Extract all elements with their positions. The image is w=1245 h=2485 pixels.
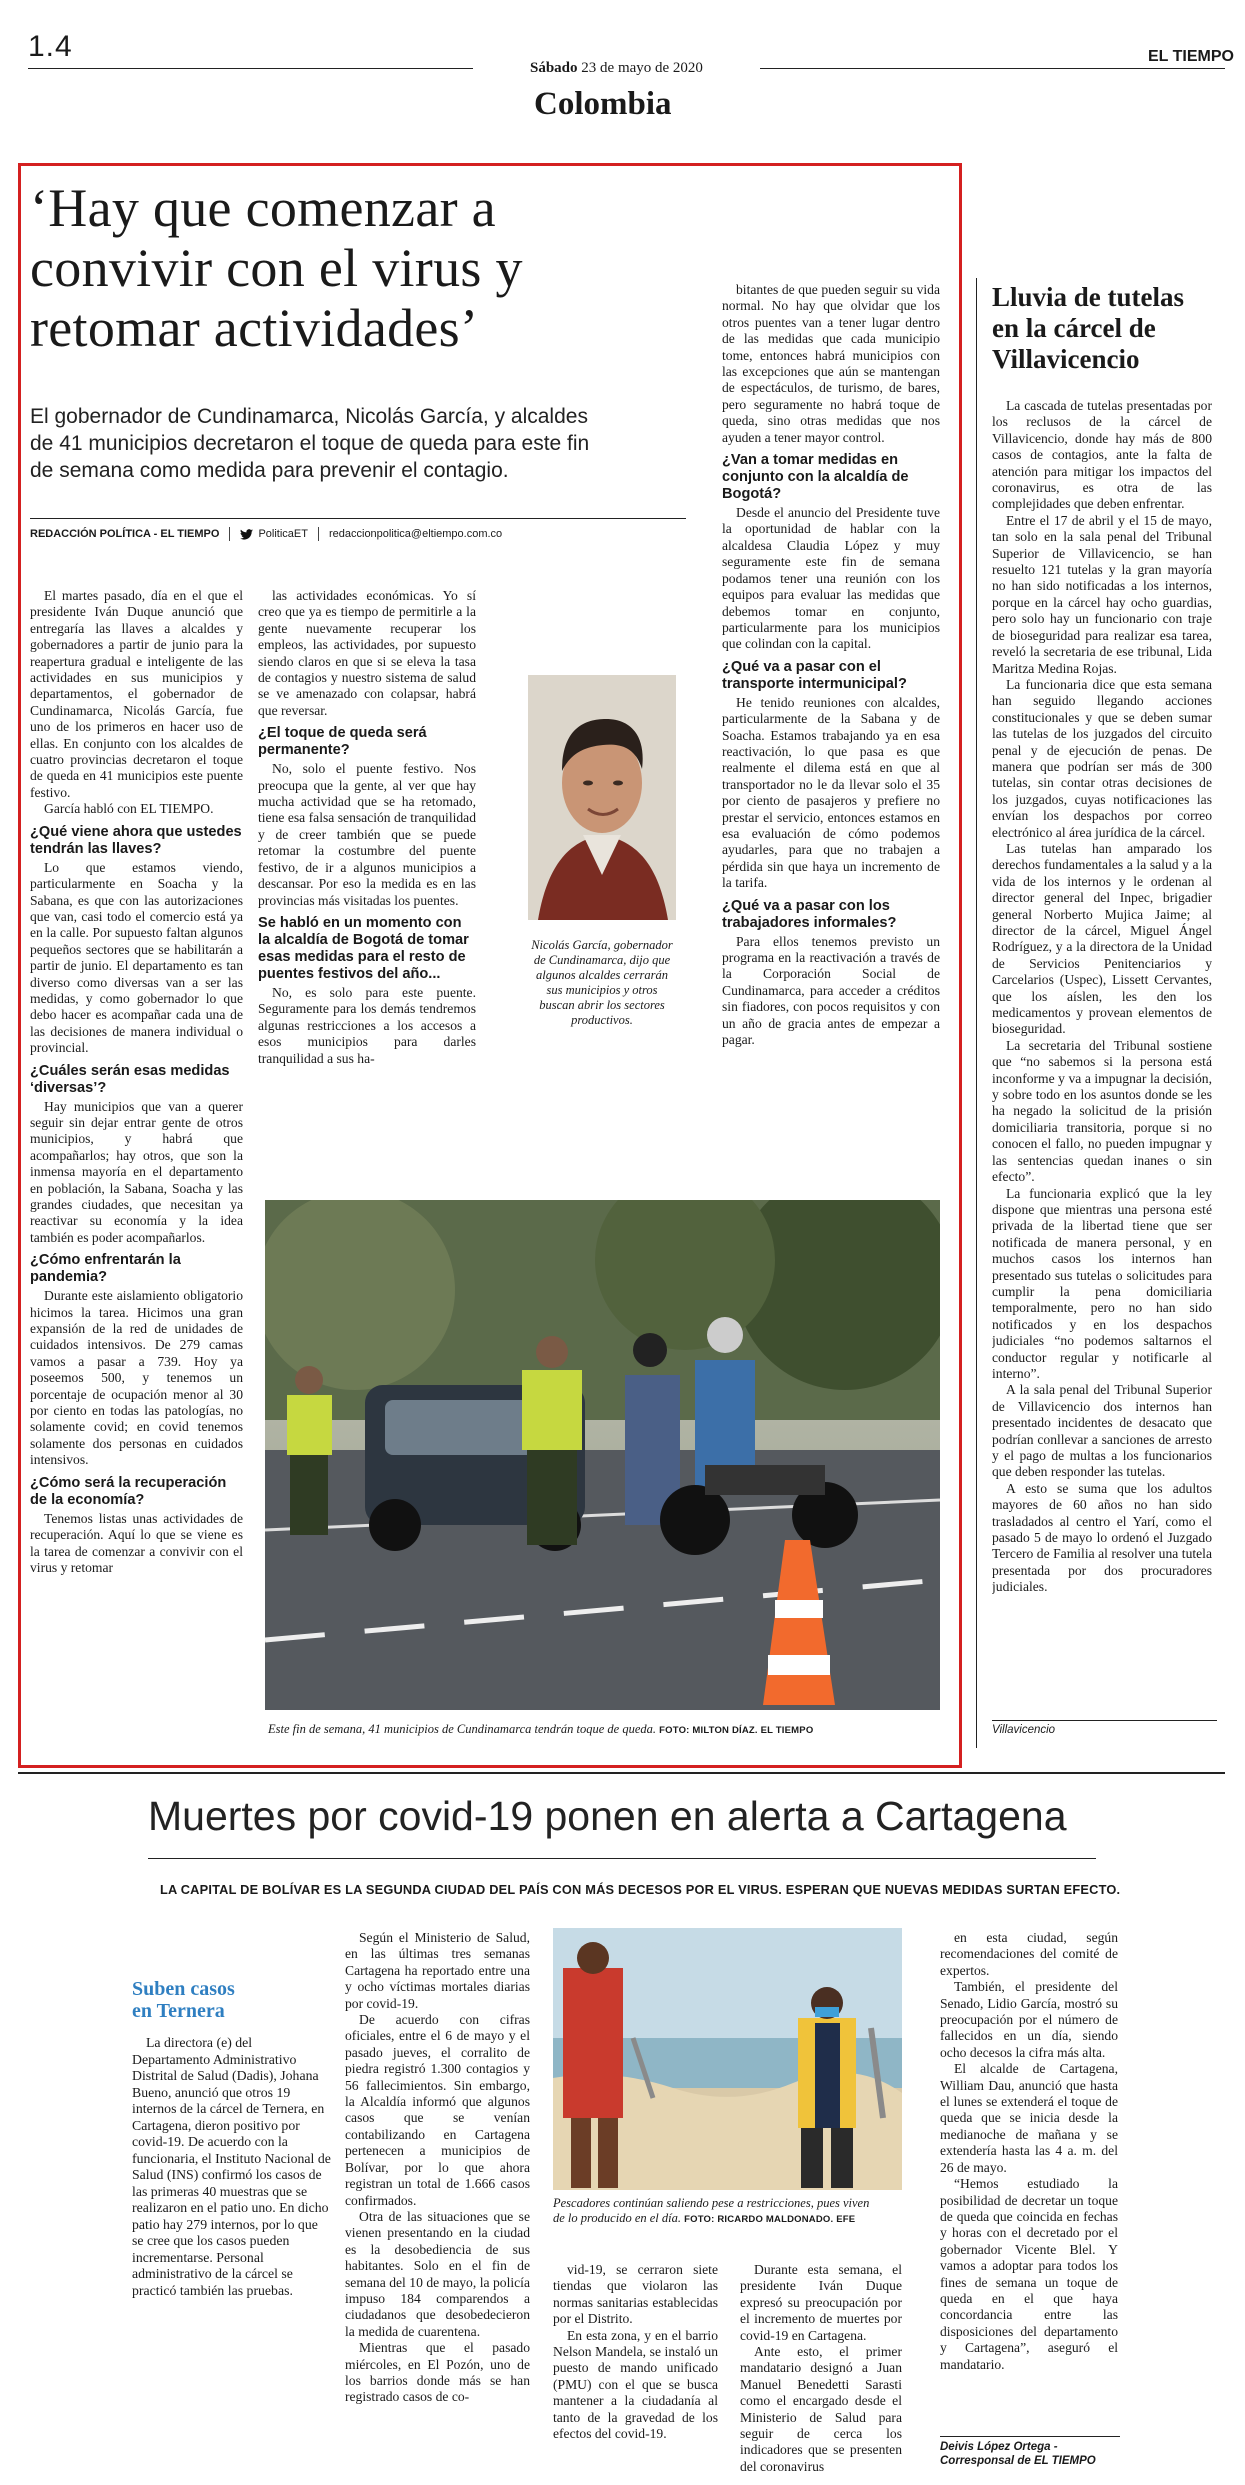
- byline-rule-top: [30, 518, 686, 519]
- bottom-signature-line2: Corresponsal de EL TIEMPO: [940, 2455, 1096, 2467]
- paragraph: García habló con EL TIEMPO.: [44, 801, 214, 817]
- bottom-column-3: [740, 2262, 902, 2475]
- main-deck-line3: de semana como medida para prevenir el contagio.: [30, 459, 509, 482]
- subhead: ¿El toque de queda será permanente?: [258, 725, 427, 759]
- paragraph: También, el presidente del Senado, Lidio García, mostró su preocupación por el número de fallecidos en un día, siendo ocho decesos la cifra más alta.: [940, 1979, 1118, 2060]
- paragraph: Hay municipios que van a querer seguir sin dejar entrar gente de otros municipios, y habrá que acompañarlos; hay otros, que son la inmensa mayoría en el departamento en población, la Sabana, Soacha y las grandes ciudades, que necesitan ya reactivar su economía y la idea también es poder acompañarlos.: [30, 1098, 243, 1245]
- paragraph: A la sala penal del Tribunal Superior de Villavicencio dos internos han presentado incidentes de desacato que podrían conllevar a sanciones de arresto y el pago de multas a los funcionarios que deben responder las tutelas.: [992, 1382, 1212, 1480]
- masthead: EL TIEMPO: [1148, 48, 1234, 65]
- paragraph: El alcalde de Cartagena, William Dau, anunció que hasta el lunes se extenderá el toque de queda que se inicia desde la medianoche de mañana y se extendería hasta las 4 a. m. del 26 de mayo.: [940, 2061, 1118, 2175]
- fishermen-caption-text: Pescadores continúan saliendo pese a restricciones, pues viven de lo producido en el día.: [553, 2196, 870, 2225]
- paragraph: La secretaria del Tribunal sostiene que “no sabemos si la persona está inconforme y va a impugnar la decisión, y sobre todo en los asuntos donde se les ha negado la solicitud de la prisión domiciliaria transitoria, porque si no conocen el fallo, no pueden impugnar y las sentencias quedan inanes o sin efecto”.: [992, 1037, 1212, 1185]
- main-deck-line2: de 41 municipios decretaron el toque de queda para este fin: [30, 432, 590, 455]
- header-rule-left: [28, 68, 473, 69]
- paragraph: De acuerdo con cifras oficiales, entre el 6 de mayo y el pasado jueves, el corralito de piedra registró 1.300 contagios y 56 fallecimientos. Sin embargo, la Alcaldía informó que algunos casos que se venían contabilizando en Cartagena pertenecen a municipios de Bolívar, por lo que ahora registran un total de 1.666 casos confirmados.: [345, 2012, 530, 2208]
- paragraph: “Hemos estudiado la posibilidad de decretar un toque de queda que coincida en fechas y horas con el decretado por el gobernador Vicente Blel. Y vamos a adoptar para todos los fines de semana un toque de queda en el que haya concordancia entre las disposiciones del departamento y Cartagena”, aseguró el mandatario.: [940, 2176, 1118, 2372]
- paragraph: Las tutelas han amparado los derechos fundamentales a la salud y a la vida de los internos y le ordenan al director general del Inpec, brigadier general Norberto Mujica Jaime; al director de la cárcel, Miguel Ángel Rodríguez, y a la directora de la Unidad de Servicios Penitenciarios y Carcelarios (Uspec), Lissett Cervantes, que los aíslen, les den los medicamentos y provean elementos de bioseguridad.: [992, 840, 1212, 1037]
- bottom-signature-line1: Deivis López Ortega -: [940, 2441, 1058, 2453]
- paragraph: El martes pasado, día en el que el presidente Iván Duque anunció que entregaría las llaves a alcaldes y gobernadores a partir de junio para la reapertura gradual e inteligente de las actividades en sus municipios y departamentos, el gobernador de Cundinamarca, Nicolás García, fue uno de los primeros en hacer uso de ellas. En conjunto con los alcaldes de cuatro provincias decretaron el toque de queda en 41 municipios este puente festivo.: [30, 588, 243, 800]
- main-column-3: [722, 282, 940, 1187]
- box-title: [132, 1978, 235, 2022]
- portrait-caption: Nicolás García, gobernador de Cundinamarca, dijo que algunos alcaldes cerrarán sus municipios y otros buscan abrir los sectores productivos.: [531, 938, 673, 1027]
- main-headline-line2: convivir con el virus y: [30, 238, 523, 298]
- paragraph: Desde el anuncio del Presidente tuve la oportunidad de hablar con la alcaldesa Claudia López y muy seguramente este fin de semana podamos tener una reunión con los equipos para evaluar las medidas que debemos tomar en conjunto, particularmente para los municipios que colindan con la capital.: [722, 505, 940, 652]
- bottom-headline: Muertes por covid-19 ponen en alerta a Cartagena: [148, 1793, 1067, 1839]
- page-number: 1.4: [28, 30, 73, 63]
- bottom-headline-rule: [148, 1858, 1096, 1859]
- paragraph: No, es solo para este puente. Seguramente para los demás tendremos algunas restricciones a los accesos a esos municipios para darles tranquilidad a sus ha-: [258, 984, 476, 1066]
- paragraph: Para ellos tenemos previsto un programa en la reactivación a través de la Corporación Social de Cundinamarca, para acceder a créditos sin fiadores, con pocos requisitos y con un año de gracia antes de empezar a pagar.: [722, 933, 940, 1048]
- sidebar-vertical-rule: [976, 278, 977, 1748]
- paragraph: Mientras que el pasado miércoles, en El Pozón, uno de los barrios donde más se han registrado casos de co-: [345, 2340, 530, 2405]
- main-deck-line1: El gobernador de Cundinamarca, Nicolás García, y alcaldes: [30, 405, 588, 428]
- checkpoint-photo: [265, 1200, 940, 1710]
- sidebar-column: [992, 398, 1212, 1718]
- portrait-illustration: [528, 675, 676, 920]
- subhead: ¿Van a tomar medidas en conjunto con la alcaldía de Bogotá?: [722, 452, 909, 503]
- paragraph: Ante esto, el primer mandatario designó a Juan Manuel Benedetti Sarasti como el encargado desde el Ministerio de Salud para seguir de cerca los indicadores que se presenten del coronavirus: [740, 2344, 902, 2474]
- checkpoint-caption-text: Este fin de semana, 41 municipios de Cundinamarca tendrán toque de queda.: [268, 1722, 657, 1736]
- section-separator: [18, 1772, 1225, 1774]
- subhead: ¿Cuáles serán esas medidas ‘diversas’?: [30, 1062, 230, 1096]
- byline-divider: [318, 527, 319, 541]
- sidebar-headline-line2: en la cárcel de: [992, 313, 1156, 343]
- fishermen-caption: [553, 2196, 883, 2227]
- checkpoint-credit: FOTO: MILTON DÍAZ. EL TIEMPO: [659, 1725, 814, 1736]
- header-day: Sábado: [530, 60, 578, 76]
- paragraph: las actividades económicas. Yo sí creo que ya es tiempo de permitirle a la gente nuevamente recuperar los empleos, las actividades, por supuesto siendo claros en que si se eleva la tasa de contagios y nuestro sistema de salud se ve amenazado con colapsar, habrá que reversar.: [258, 588, 476, 718]
- checkpoint-illustration: [265, 1200, 940, 1710]
- main-deck: [30, 403, 589, 484]
- header-rule-right: [760, 68, 1225, 69]
- paragraph: vid-19, se cerraron siete tiendas que violaron las normas sanitarias establecidas por el Distrito.: [553, 2262, 718, 2327]
- subhead: ¿Qué viene ahora que ustedes tendrán las llaves?: [30, 823, 242, 857]
- main-headline: [30, 178, 523, 358]
- bottom-signature: [940, 2440, 1096, 2468]
- byline: [30, 527, 502, 541]
- paragraph: No, solo el puente festivo. Nos preocupa que la gente, al ver que hay mucha actividad que se ha retomado, tiene esa falsa sensación de tranquilidad y de creer también que se puede retomar la costumbre del puente festivo, de ir a algunos municipios a descansar. Por eso la medida es en las provincias más visitadas los puentes.: [258, 761, 476, 908]
- paragraph: en esta ciudad, según recomendaciones del comité de expertos.: [940, 1930, 1118, 1978]
- main-column-1: [30, 588, 243, 1718]
- sidebar-signature-rule: [992, 1720, 1217, 1721]
- paragraph: bitantes de que pueden seguir su vida normal. No hay que olvidar que los otros puentes van a tener lugar dentro de las medidas que cada municipio tome, entonces habrá municipios con las excepciones que aún se mantengan de espectáculos, de turismo, de bares, pero seguramente no habrá toque de queda, sino otras medidas que nos ayuden a tener mayor control.: [722, 282, 940, 445]
- main-column-2: [258, 588, 476, 1188]
- sidebar-signature: Villavicencio: [992, 1724, 1056, 1736]
- header-date: 23 de mayo de 2020: [581, 60, 703, 76]
- portrait-photo: [528, 675, 676, 920]
- header-dateline: [530, 60, 703, 77]
- section-title: Colombia: [534, 86, 672, 122]
- subhead: ¿Qué va a pasar con el transporte intermunicipal?: [722, 658, 907, 692]
- paragraph: Durante esta semana, el presidente Iván Duque expresó su preocupación por el incremento de muertes por covid-19 en Cartagena.: [740, 2262, 902, 2343]
- subhead: ¿Cómo enfrentarán la pandemia?: [30, 1252, 181, 1286]
- box-title-line2: en Ternera: [132, 2000, 225, 2022]
- byline-twitter[interactable]: PoliticaET: [258, 528, 308, 540]
- bottom-column-4: [940, 1930, 1118, 2430]
- byline-divider: [229, 527, 230, 541]
- bottom-column-2: [553, 2262, 718, 2475]
- subhead: ¿Cómo será la recuperación de la economía?: [30, 1474, 227, 1508]
- paragraph: La cascada de tutelas presentadas por los reclusos de la cárcel de Villavicencio, donde hay más de 800 casos de contagios, ante la falta de atención para mitigar los impactos del coronavirus, es otra de las complejidades que deben enfrentar.: [992, 398, 1212, 512]
- twitter-icon: [240, 529, 253, 540]
- sidebar-headline-line3: Villavicencio: [992, 344, 1140, 374]
- subhead: Se habló en un momento con la alcaldía de Bogotá de tomar esas medidas para el resto de puentes festivos del año...: [258, 914, 469, 982]
- sidebar-headline: [992, 282, 1184, 375]
- subhead: ¿Qué va a pasar con los trabajadores informales?: [722, 897, 897, 931]
- paragraph: Tenemos listas unas actividades de recuperación. Aquí lo que se viene es la tarea de comenzar a convivir con el virus y retomar: [30, 1510, 243, 1575]
- fishermen-photo: [553, 1928, 902, 2190]
- byline-author: REDACCIÓN POLÍTICA - EL TIEMPO: [30, 528, 220, 540]
- bottom-signature-rule: [940, 2436, 1120, 2437]
- paragraph: En esta zona, y en el barrio Nelson Mandela, se instaló un puesto de mando unificado (PMU) con el que se busca mantener a la ciudadanía al tanto de la gravedad de los efectos del covid-19.: [553, 2327, 718, 2442]
- paragraph: La funcionaria dice que esta semana han seguido llegando acciones constitucionales y que se deben sumar las tutelas de los juzgados del circuito penal y de ejecución de penas. De manera que podrían ser más de 300 tutelas, sin contar otras decisiones de los juzgados, cuyas notificaciones las envían los despachos por correo electrónico al área jurídica de la cárcel.: [992, 676, 1212, 840]
- fishermen-credit: FOTO: RICARDO MALDONADO. EFE: [684, 2214, 856, 2225]
- main-headline-line1: ‘Hay que comenzar a: [30, 178, 496, 238]
- box-text: La directora (e) del Departamento Administrativo Distrital de Salud (Dadis), Johana Bueno, anunció que otros 19 internos de la cárcel de Ternera, en Cartagena, dieron positivo por covid-19. De acuerdo con la funcionaria, el Instituto Nacional de Salud (INS) confirmó los casos de las primeras 40 muestras que se realizaron en el patio uno. En dicho patio hay 279 internos, por lo que se cree que los casos pueden incrementarse. Personal administrativo de la cárcel se practicó también las pruebas.: [132, 2035, 331, 2298]
- sidebar-headline-line1: Lluvia de tutelas: [992, 282, 1185, 312]
- paragraph: Según el Ministerio de Salud, en las últimas tres semanas Cartagena ha reportado entre una y ocho víctimas mortales diarias por covid-19.: [345, 1930, 530, 2011]
- fishermen-illustration: [553, 1928, 902, 2190]
- paragraph: Lo que estamos viendo, particularmente en Soacha y la Sabana, es que con las autorizaciones que van, casi todo el comercio está ya en la calle. Por supuesto faltan algunos pequeños sectores que se habilitarán a partir de junio. El departamento es tan diverso como diversas van a ser las medidas, y como gobernador lo que debo hacer es acompañar cada una de las decisiones de manera individual o provincial.: [30, 859, 243, 1056]
- paragraph: Durante este aislamiento obligatorio hicimos la tarea. Hicimos una gran expansión de la red de unidades de cuidados intensivos. De 279 camas vamos a pasar a 739. Hoy ya poseemos 500, y tenemos un porcentaje de ocupación menor al 30 por ciento en todas las patologías, no solamente covid; en covid tenemos solamente dos personas en cuidados intensivos.: [30, 1288, 243, 1468]
- paragraph: He tenido reuniones con alcaldes, particularmente de la Sabana y de Soacha. Estamos trabajando ya en esa reactivación, lo que pasa es que realmente el dilema está en que al transportador no le da llevar solo el 35 por ciento de pasajeros y prefiere no prestar el servicio, entonces estamos en esa evaluación de cómo podemos ayudarles, para que no trabajen a pérdida sin que haya un incremento de la tarifa.: [722, 694, 940, 891]
- main-headline-line3: retomar actividades’: [30, 298, 479, 358]
- box-title-line1: Suben casos: [132, 1978, 235, 2000]
- paragraph: La funcionaria explicó que la ley dispone que mientras una persona esté privada de la libertad tiene que ser notificada de manera personal, y en muchos casos los internos han presentado sus tutelas o solicitudes para cumplir la pena domiciliaria temporalmente, pero no han sido notificados y en los despachos judiciales “no podemos saltarnos el conductor regular y notificarle al interno”.: [992, 1185, 1212, 1381]
- paragraph: Entre el 17 de abril y el 15 de mayo, tan solo en la sala penal del Tribunal Superior de Villavicencio, se han resuelto 121 tutelas y la gran mayoría no han sido notificadas a los internos, porque en la cárcel hay ocho guardias, pero solo hay un funcionario con traje de bioseguridad para realizar esa tarea, reveló la secretaria de ese tribunal, Lida Maritza Medina Rojas.: [992, 512, 1212, 676]
- byline-email[interactable]: redaccionpolitica@eltiempo.com.co: [328, 528, 503, 540]
- bottom-deck: LA CAPITAL DE BOLÍVAR ES LA SEGUNDA CIUDAD DEL PAÍS CON MÁS DECESOS POR EL VIRUS. ESPERAN QUE NUEVAS MEDIDAS SURTAN EFECTO.: [160, 1882, 1121, 1897]
- paragraph: Otra de las situaciones que se vienen presentando en la ciudad es la desobediencia de sus habitantes. Solo en el fin de semana del 10 de mayo, la policía impuso 184 comparendos a ciudadanos que desobedecieron la medida de cuarentena.: [345, 2208, 530, 2339]
- bottom-column-1: [345, 1930, 530, 2475]
- checkpoint-caption: [268, 1722, 938, 1738]
- paragraph: A esto se suma que los adultos mayores de 60 años no han sido trasladados al centro el Yarí, como el pasado 5 de mayo lo ordenó el Juzgado Tercero de Familia al resolver una tutela presentada por dos procuradores judiciales.: [992, 1480, 1212, 1595]
